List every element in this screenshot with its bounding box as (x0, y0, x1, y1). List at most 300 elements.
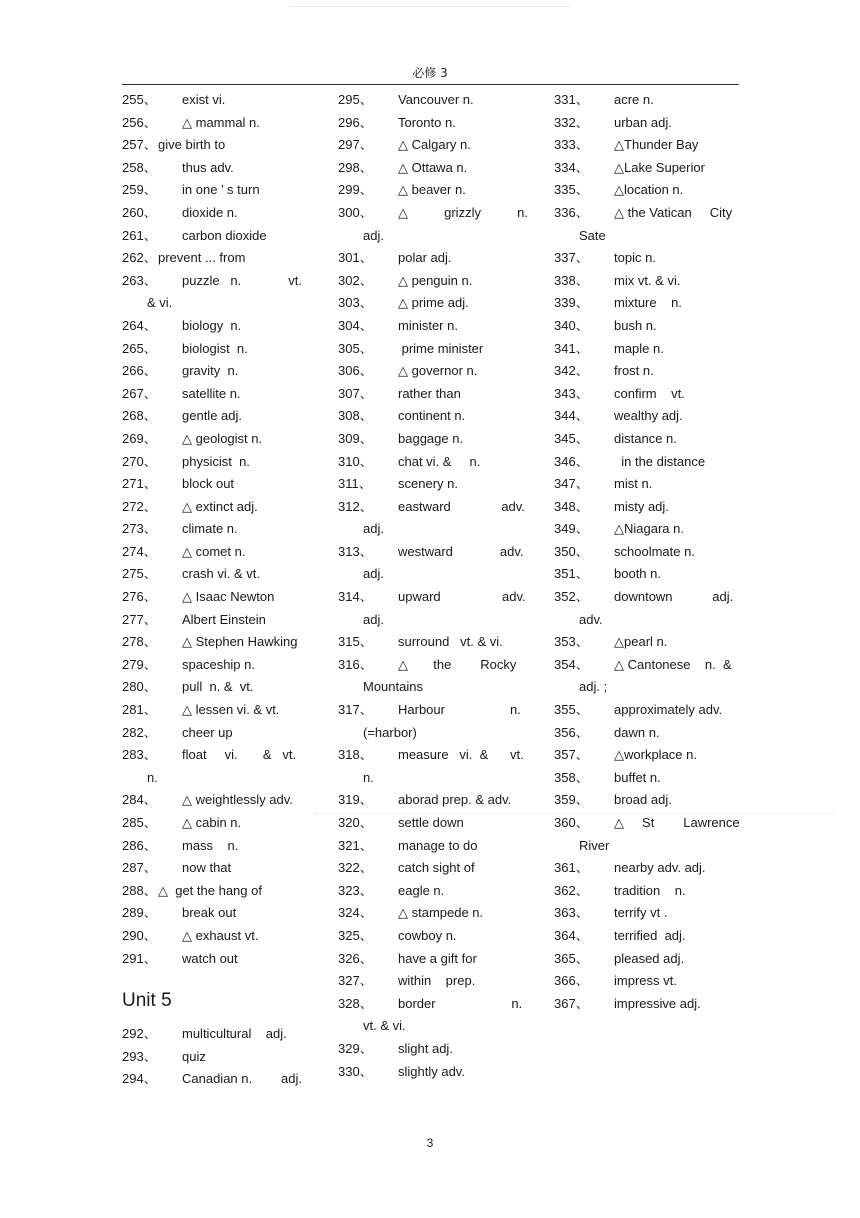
entry-term: tradition n. (614, 882, 686, 898)
entry-number: 287、 (122, 860, 157, 876)
vocab-entry (554, 112, 754, 135)
vocab-entry-continuation: adj. (363, 611, 384, 627)
entry-number: 269、 (122, 430, 157, 446)
entry-term: △ Cantonese n. & (614, 656, 732, 672)
vocab-entry (338, 112, 538, 135)
entry-term: slight adj. (398, 1040, 453, 1056)
vocab-entry (554, 789, 754, 812)
entry-term: block out (182, 476, 235, 492)
entry-term: spaceship n. (182, 656, 255, 672)
entry-number: 342、 (554, 363, 589, 379)
entry-number: 276、 (122, 589, 157, 605)
entry-term: exist vi. (182, 92, 226, 107)
entry-term: continent n. (398, 408, 466, 424)
vocab-entry (554, 541, 754, 564)
vocab-entry (554, 383, 754, 406)
vocab-entry (338, 902, 538, 925)
entry-number: 363、 (554, 905, 589, 921)
entry-number: 335、 (554, 182, 589, 198)
vocab-entry (122, 925, 322, 948)
vocab-list-unit4-part (122, 89, 322, 970)
entry-term: gravity n. (182, 363, 239, 379)
entry-number: 348、 (554, 498, 589, 514)
entry-number: 320、 (338, 815, 373, 830)
vocab-entry (554, 179, 754, 202)
vocab-entry (122, 744, 322, 767)
vocab-entry (122, 563, 322, 586)
vocab-entry (338, 789, 538, 812)
entry-number: 322、 (338, 860, 373, 876)
entry-term: polar adj. (398, 250, 452, 266)
entry-term: terrified adj. (614, 927, 686, 943)
entry-term: mix vt. & vi. (614, 272, 681, 288)
entry-number: 330、 (338, 1063, 373, 1079)
vocab-entry (554, 202, 754, 225)
vocab-entry (122, 89, 322, 112)
entry-number: 357、 (554, 747, 589, 763)
vocab-entry (338, 157, 538, 180)
vocab-entry-continuation: River (579, 837, 610, 853)
entry-term: △workplace n. (614, 747, 697, 763)
entry-term: prevent ... from (158, 250, 246, 266)
entry-number: 297、 (338, 137, 373, 153)
vocab-entry (122, 134, 322, 157)
entry-term: pull n. & vt. (182, 679, 254, 695)
vocab-entry (122, 518, 322, 541)
vocab-entry-continuation: & vi. (147, 295, 173, 311)
entry-term: surround vt. & vi. (398, 634, 503, 650)
entry-term: mass n. (182, 837, 239, 853)
page-number: 3 (426, 1136, 434, 1150)
entry-term: △ beaver n. (398, 182, 466, 198)
entry-term: △ Ottawa n. (398, 159, 468, 175)
entry-number: 359、 (554, 792, 589, 808)
entry-term: chat vi. & n. (398, 453, 481, 469)
entry-number: 295、 (338, 92, 373, 107)
entry-term: △ grizzly n. (398, 204, 528, 220)
entry-number: 349、 (554, 521, 589, 537)
entry-term: manage to do (398, 837, 478, 853)
vocab-entry (338, 925, 538, 948)
entry-term: △pearl n. (614, 634, 668, 650)
vocab-entry (122, 473, 322, 496)
entry-number: 331、 (554, 92, 589, 107)
vocab-entry-continuation: adj. (363, 227, 384, 243)
entry-number: 323、 (338, 882, 373, 898)
entry-term: distance n. (614, 430, 677, 446)
entry-number: 259、 (122, 182, 157, 198)
vocab-entry (338, 202, 538, 225)
entry-number: 362、 (554, 882, 589, 898)
entry-number: 281、 (122, 702, 157, 718)
entry-term: △ Calgary n. (398, 137, 471, 153)
entry-term: approximately adv. (614, 702, 723, 718)
entry-term: △ the Rocky (398, 656, 517, 672)
entry-term: Toronto n. (398, 114, 456, 130)
entry-term: eastward adv. (398, 498, 525, 514)
entry-term: in the distance (614, 453, 706, 469)
entry-number: 257、 (122, 137, 157, 153)
vocab-entry-continuation: Mountains (363, 679, 423, 695)
vocab-entry (338, 496, 538, 519)
vocab-entry (338, 857, 538, 880)
entry-number: 338、 (554, 272, 589, 288)
vocab-entry (338, 970, 538, 993)
entry-number: 296、 (338, 114, 373, 130)
vocab-entry (554, 767, 754, 790)
entry-number: 299、 (338, 182, 373, 198)
entry-number: 334、 (554, 159, 589, 175)
vocab-entry (554, 631, 754, 654)
entry-term: cheer up (182, 724, 233, 740)
entry-term: △ penguin n. (398, 272, 473, 288)
entry-term: Canadian n. adj. (182, 1071, 302, 1087)
entry-term: have a gift for (398, 950, 477, 966)
vocab-entry (122, 496, 322, 519)
entry-term: settle down (398, 815, 464, 830)
entry-number: 365、 (554, 950, 589, 966)
vocab-list (338, 89, 538, 1083)
entry-term: △location n. (614, 182, 684, 198)
vocab-entry (554, 247, 754, 270)
entry-number: 291、 (122, 950, 157, 966)
entry-number: 347、 (554, 476, 589, 492)
entry-term: dawn n. (614, 724, 660, 740)
entry-number: 340、 (554, 317, 589, 333)
header-rule (122, 84, 739, 85)
vocab-entry (338, 89, 538, 112)
entry-term: prime minister (398, 340, 484, 356)
vocab-entry (338, 1061, 538, 1084)
entry-term: frost n. (614, 363, 654, 379)
entry-term: terrify vt . (614, 905, 668, 921)
entry-number: 337、 (554, 250, 589, 266)
entry-term: confirm vt. (614, 385, 685, 401)
entry-number: 313、 (338, 543, 373, 559)
entry-term: border n. (398, 995, 523, 1011)
vocab-entry (338, 360, 538, 383)
vocab-entry (554, 428, 754, 451)
entry-number: 278、 (122, 634, 157, 650)
vocab-entry (338, 586, 538, 609)
entry-term: △ prime adj. (398, 295, 469, 311)
page-header: 必修 3 (412, 66, 448, 80)
entry-number: 256、 (122, 114, 157, 130)
entry-number: 266、 (122, 363, 157, 379)
entry-number: 303、 (338, 295, 373, 311)
vocab-entry-continuation: vt. & vi. (363, 1018, 406, 1034)
entry-term: wealthy adj. (614, 408, 683, 424)
entry-number: 319、 (338, 792, 373, 808)
vocab-entry (554, 315, 754, 338)
vocab-entry (554, 563, 754, 586)
vocab-entry (338, 270, 538, 293)
entry-number: 273、 (122, 521, 157, 537)
entry-term: △ Stephen Hawking (182, 634, 298, 650)
vocab-entry (338, 338, 538, 361)
entry-number: 289、 (122, 905, 157, 921)
entry-number: 264、 (122, 317, 157, 333)
vocab-entry (122, 270, 322, 293)
entry-number: 361、 (554, 860, 589, 876)
vocab-entry (338, 699, 538, 722)
vocab-entry (554, 812, 754, 835)
entry-number: 288、 (122, 882, 157, 898)
entry-term: △ exhaust vt. (182, 927, 259, 943)
vocab-entry-continuation: adv. (579, 611, 603, 627)
entry-number: 262、 (122, 250, 157, 266)
entry-term: eagle n. (398, 882, 445, 898)
vocab-entry (122, 902, 322, 925)
vocab-entry (554, 722, 754, 745)
entry-number: 355、 (554, 702, 589, 718)
entry-number: 358、 (554, 769, 589, 785)
entry-term: gentle adj. (182, 408, 242, 424)
entry-number: 328、 (338, 995, 373, 1011)
entry-term: rather than (398, 385, 461, 401)
entry-number: 315、 (338, 634, 373, 650)
vocab-column-3 (554, 89, 754, 1015)
entry-term: biology n. (182, 317, 242, 333)
vocab-column-2 (338, 89, 538, 1083)
vocab-entry (554, 134, 754, 157)
entry-term: downtown adj. (614, 589, 734, 605)
entry-number: 350、 (554, 543, 589, 559)
entry-term: mist n. (614, 476, 653, 492)
vocab-entry (122, 112, 322, 135)
entry-term: △ mammal n. (182, 114, 260, 130)
vocab-entry (122, 451, 322, 474)
vocab-entry (122, 1068, 322, 1091)
entry-term: puzzle n. vt. (182, 272, 302, 288)
entry-number: 332、 (554, 114, 589, 130)
entry-term: acre n. (614, 92, 654, 107)
entry-term: △ extinct adj. (182, 498, 258, 514)
entry-term: △ comet n. (182, 543, 246, 559)
vocab-entry (122, 360, 322, 383)
vocab-entry (338, 428, 538, 451)
entry-term: buffet n. (614, 769, 661, 785)
vocab-entry (122, 1023, 322, 1046)
vocab-entry-continuation: (=harbor) (363, 724, 417, 740)
vocab-entry (554, 157, 754, 180)
vocab-entry (338, 835, 538, 858)
vocab-column-1 (122, 89, 322, 1091)
entry-number: 316、 (338, 656, 373, 672)
vocab-entry-continuation: n. (147, 769, 158, 785)
vocab-entry (122, 835, 322, 858)
vocab-entry (338, 654, 538, 677)
vocab-entry (122, 225, 322, 248)
entry-number: 339、 (554, 295, 589, 311)
vocab-entry-continuation: adj. (363, 566, 384, 582)
entry-number: 267、 (122, 385, 157, 401)
top-watermark-line (290, 0, 570, 7)
vocab-entry (122, 315, 322, 338)
vocab-entry (554, 518, 754, 541)
entry-number: 290、 (122, 927, 157, 943)
entry-number: 327、 (338, 973, 373, 989)
entry-term: topic n. (614, 250, 656, 266)
entry-term: break out (182, 905, 237, 921)
entry-term: △ St Lawrence (614, 815, 740, 830)
entry-term: misty adj. (614, 498, 669, 514)
vocab-entry-continuation: adj. (363, 521, 384, 537)
entry-number: 364、 (554, 927, 589, 943)
entry-number: 258、 (122, 159, 157, 175)
vocab-entry (338, 247, 538, 270)
entry-term: mixture n. (614, 295, 682, 311)
entry-term: climate n. (182, 521, 238, 537)
entry-number: 311、 (338, 476, 372, 492)
vocab-entry-continuation: Sate (579, 227, 606, 243)
entry-term: baggage n. (398, 430, 464, 446)
vocab-entry (554, 496, 754, 519)
vocab-entry (554, 925, 754, 948)
vocab-entry (554, 948, 754, 971)
entry-term: impress vt. (614, 973, 677, 989)
vocab-entry (338, 179, 538, 202)
entry-term: in one ’ s turn (182, 182, 260, 198)
entry-term: △ governor n. (398, 363, 478, 379)
entry-number: 306、 (338, 363, 373, 379)
vocab-entry (122, 676, 322, 699)
vocab-entry (554, 405, 754, 428)
entry-term: Albert Einstein (182, 611, 266, 627)
entry-number: 356、 (554, 724, 589, 740)
entry-number: 333、 (554, 137, 589, 153)
vocab-entry (554, 902, 754, 925)
entry-term: Harbour n. (398, 702, 521, 718)
entry-term: △ stampede n. (398, 905, 484, 921)
vocab-entry (338, 541, 538, 564)
entry-term: satellite n. (182, 385, 241, 401)
entry-term: schoolmate n. (614, 543, 695, 559)
entry-number: 260、 (122, 204, 157, 220)
entry-term: thus adv. (182, 159, 234, 175)
entry-term: give birth to (158, 137, 226, 153)
vocab-entry (554, 993, 754, 1016)
entry-term: impressive adj. (614, 995, 701, 1011)
entry-term: △ weightlessly adv. (182, 792, 293, 808)
entry-term: within prep. (398, 973, 476, 989)
vocab-entry (122, 948, 322, 971)
entry-number: 344、 (554, 408, 589, 424)
entry-number: 263、 (122, 272, 157, 288)
entry-term: westward adv. (398, 543, 524, 559)
vocab-entry (554, 270, 754, 293)
vocab-entry (122, 1046, 322, 1069)
vocab-entry (554, 699, 754, 722)
entry-number: 346、 (554, 453, 589, 469)
entry-number: 294、 (122, 1071, 157, 1087)
vocab-entry (554, 292, 754, 315)
entry-number: 300、 (338, 204, 373, 220)
vocab-entry (338, 948, 538, 971)
vocab-entry (122, 789, 322, 812)
vocab-entry-continuation: n. (363, 769, 374, 785)
vocab-entry (554, 586, 754, 609)
entry-term: △ cabin n. (182, 815, 242, 830)
entry-number: 324、 (338, 905, 373, 921)
entry-term: △ geologist n. (182, 430, 263, 446)
entry-number: 275、 (122, 566, 157, 582)
vocab-entry (122, 880, 322, 903)
entry-number: 326、 (338, 950, 373, 966)
vocab-entry (554, 857, 754, 880)
entry-number: 310、 (338, 453, 373, 469)
entry-term: watch out (182, 950, 238, 966)
vocab-entry (338, 451, 538, 474)
entry-term: bush n. (614, 317, 657, 333)
entry-number: 366、 (554, 973, 589, 989)
vocab-entry (122, 857, 322, 880)
entry-number: 352、 (554, 589, 589, 605)
vocab-entry-continuation: adj. ; (579, 679, 608, 695)
entry-number: 314、 (338, 589, 373, 605)
entry-number: 274、 (122, 543, 157, 559)
entry-number: 280、 (122, 679, 157, 695)
entry-number: 304、 (338, 317, 373, 333)
entry-term: nearby adv. adj. (614, 860, 706, 876)
vocab-list (554, 89, 754, 1015)
entry-number: 272、 (122, 498, 157, 514)
vocab-entry (122, 541, 322, 564)
vocab-entry (554, 654, 754, 677)
entry-number: 284、 (122, 792, 157, 808)
entry-number: 307、 (338, 385, 373, 401)
entry-number: 268、 (122, 408, 157, 424)
vocab-entry (122, 722, 322, 745)
vocab-entry (338, 405, 538, 428)
entry-term: catch sight of (398, 860, 475, 876)
entry-term: △ lessen vi. & vt. (182, 702, 280, 718)
entry-term: pleased adj. (614, 950, 685, 966)
entry-number: 255、 (122, 92, 157, 107)
vocab-entry (122, 247, 322, 270)
entry-term: △Lake Superior (614, 159, 705, 175)
entry-number: 270、 (122, 453, 157, 469)
entry-term: quiz (182, 1048, 206, 1064)
vocab-entry (554, 473, 754, 496)
vocab-entry (554, 451, 754, 474)
entry-term: aborad prep. & adv. (398, 792, 512, 808)
vocab-entry (122, 179, 322, 202)
entry-term: scenery n. (398, 476, 458, 492)
entry-term: float vi. & vt. (182, 747, 297, 763)
entry-number: 283、 (122, 747, 157, 763)
entry-number: 277、 (122, 611, 157, 627)
entry-number: 302、 (338, 272, 373, 288)
entry-number: 329、 (338, 1040, 373, 1056)
vocab-entry (554, 360, 754, 383)
vocab-entry (554, 744, 754, 767)
vocab-entry (338, 315, 538, 338)
vocab-entry (554, 338, 754, 361)
entry-number: 341、 (554, 340, 589, 356)
vocab-entry (338, 473, 538, 496)
vocab-entry (122, 812, 322, 835)
entry-term: Vancouver n. (398, 92, 474, 107)
vocab-entry (122, 383, 322, 406)
entry-term: carbon dioxide (182, 227, 267, 243)
vocab-entry (338, 383, 538, 406)
entry-number: 321、 (338, 837, 373, 853)
entry-number: 282、 (122, 724, 157, 740)
vocab-entry (338, 1038, 538, 1061)
vocab-entry (122, 654, 322, 677)
vocab-entry (554, 970, 754, 993)
